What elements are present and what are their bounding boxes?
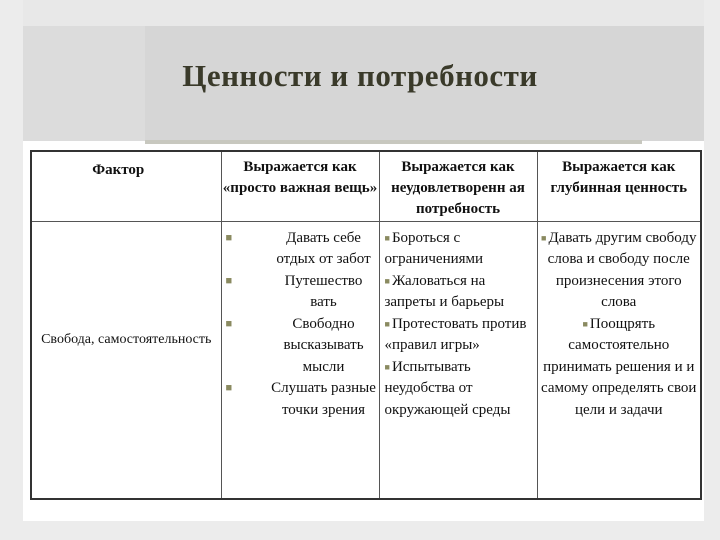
square-bullet-icon: ■ xyxy=(582,318,588,329)
list-item: ■ Путешество вать xyxy=(222,271,379,314)
square-bullet-icon: ■ xyxy=(541,232,547,243)
list-item: ■ Жаловаться на запреты и барьеры xyxy=(384,272,505,310)
header-deep-value: Выражается как глубинная ценность xyxy=(537,151,701,221)
list-item: ■ Поощрять самостоятельно принимать решения и и самому определять свои цели и задачи xyxy=(541,315,697,418)
square-bullet-icon: ■ xyxy=(225,317,233,330)
list-item: ■ Давать себе отдых от забот xyxy=(222,228,379,271)
important-thing-cell xyxy=(221,221,379,499)
title-underline xyxy=(145,140,642,144)
square-bullet-icon: ■ xyxy=(225,382,233,394)
slide-title: Ценности и потребности xyxy=(182,58,538,93)
frame-bottom xyxy=(0,521,720,540)
list-item: ■ Бороться с ограничениями xyxy=(384,229,484,267)
table-row xyxy=(31,221,701,499)
factor-cell xyxy=(31,221,221,499)
square-bullet-icon: ■ xyxy=(384,361,390,372)
square-bullet-icon: ■ xyxy=(225,274,233,287)
header-factor: Фактор xyxy=(31,151,221,221)
list-item: ■ Протестовать против «правил игры» xyxy=(384,315,527,353)
deep-value-cell xyxy=(537,221,701,499)
header-unmet-need: Выражается как неудовлетворенн ая потребность xyxy=(379,151,537,221)
header-important-thing: Выражается как «просто важная вещь» xyxy=(221,151,379,221)
list-item: ■ Свободно высказывать мысли xyxy=(222,314,379,379)
square-bullet-icon: ■ xyxy=(384,275,390,286)
table-header-row xyxy=(31,151,701,221)
square-bullet-icon: ■ xyxy=(384,232,390,243)
square-bullet-icon: ■ xyxy=(384,318,390,329)
list-item: ■ Давать другим свободу слова и свободу после произнесения этого слова xyxy=(541,229,697,310)
square-bullet-icon: ■ xyxy=(225,231,233,244)
list-item: ■ Слушать разные точки зрения xyxy=(222,378,379,421)
list-item: ■ Испытывать неудобства от окружающей среды xyxy=(384,358,511,418)
unmet-need-cell xyxy=(379,221,537,499)
values-table xyxy=(30,150,702,500)
factor-text: Свобода, самостоятельность xyxy=(41,331,212,347)
